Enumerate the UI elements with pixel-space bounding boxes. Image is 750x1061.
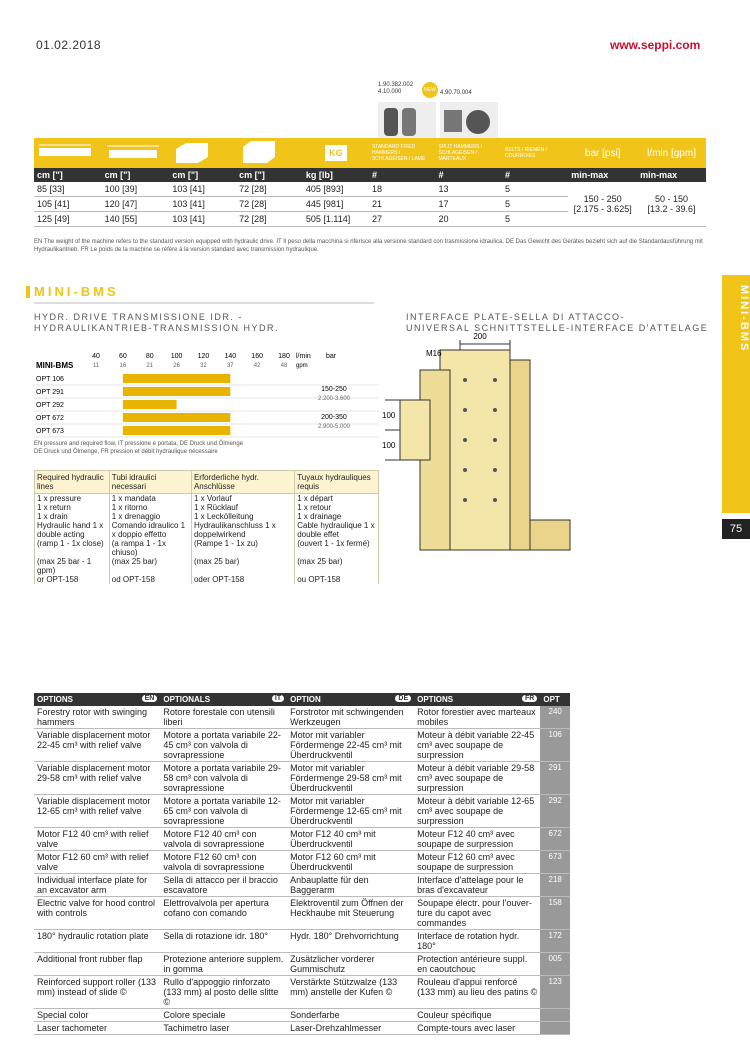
option-row xyxy=(34,851,570,874)
unit-cell: cm ["] xyxy=(34,168,102,182)
interface-subtitle xyxy=(406,312,708,334)
option-cell: Rouleau d'appui renforcé (133 mm) au lieu des patins © xyxy=(414,976,540,1009)
hyd-cell: 1 x drenaggio xyxy=(109,512,191,521)
option-row xyxy=(34,762,570,795)
tick-label-lmin: 80 xyxy=(145,353,154,360)
cell: 72 [28] xyxy=(236,212,303,227)
cell: 103 [41] xyxy=(169,212,236,227)
bar-range-2: 200-350 xyxy=(321,414,347,421)
col-header: Tubi idraulici necessari xyxy=(109,471,191,494)
option-row xyxy=(34,897,570,930)
hyd-row xyxy=(35,512,379,521)
tick-label-lmin: 60 xyxy=(118,353,127,360)
option-cell: Motore a portata variabile 22-45 cm³ con valvola di sovrapressione xyxy=(160,729,287,762)
hyd-cell: Comando idraulico 1 x doppio effetto xyxy=(109,521,191,539)
option-cell: Protezione anteriore supplem. in gomma xyxy=(160,953,287,976)
option-cell: Zusätzlicher vorderer Gummischutz xyxy=(287,953,414,976)
opt-label: OPT 672 xyxy=(36,415,64,422)
cell: 72 [28] xyxy=(236,182,303,197)
option-cell: Moteur F12 60 cm³ avec soupape de surpression xyxy=(414,851,540,874)
tick-label-lmin: 120 xyxy=(197,353,210,360)
document-date: 01.02.2018 xyxy=(36,38,102,52)
option-cell: Motor mit variabler Fördermenge 29-58 cm³ mit Überdruckventil xyxy=(287,762,414,795)
accessory-code: 1.90.382.002 4.10.000 xyxy=(378,82,414,95)
hydraulic-lines-table xyxy=(34,470,379,584)
cell: 20 xyxy=(435,212,502,227)
section-marker xyxy=(26,286,30,298)
option-cell: Variable displacement motor 12-65 cm³ with relief valve xyxy=(34,795,160,828)
option-cell: Motor F12 40 cm³ with relief valve xyxy=(34,828,160,851)
bar-range-1: 150-250 xyxy=(321,386,347,393)
subtitle-line: INTERFACE PLATE-SELLA DI ATTACCO- xyxy=(406,312,626,322)
hyd-cell: (max 25 bar) xyxy=(191,557,294,575)
hyd-row xyxy=(35,503,379,512)
option-cell: Rullo d'appoggio rinforzato (133 mm) al posto delle slitte © xyxy=(160,976,287,1009)
dim-side-2: 100 xyxy=(382,441,396,450)
option-code: 158 xyxy=(540,897,570,930)
tick-label-lmin: 40 xyxy=(92,353,100,360)
opt-label: OPT 673 xyxy=(36,428,64,435)
hyd-cell: 1 x drain xyxy=(35,512,110,521)
hyd-cell: (max 25 bar) xyxy=(109,557,191,575)
accessory-1 xyxy=(378,82,438,140)
option-code: 005 xyxy=(540,953,570,976)
option-cell: Laser tachometer xyxy=(34,1022,160,1035)
cell: 103 [41] xyxy=(169,182,236,197)
dim-top: 200 xyxy=(473,332,487,341)
option-cell: Moteur F12 40 cm³ avec soupape de surpression xyxy=(414,828,540,851)
option-cell: Variable displacement motor 22-45 cm³ with relief valve xyxy=(34,729,160,762)
accessory-code: 4.90.70.004 xyxy=(440,90,472,96)
belts-header: BELTS / RIEMEN / COURROIES xyxy=(502,138,568,168)
option-cell: Special color xyxy=(34,1009,160,1022)
hyd-cell: 1 x départ xyxy=(295,494,379,504)
col-header-opt: OPT xyxy=(540,693,570,706)
cell: 140 [55] xyxy=(102,212,170,227)
cell: 103 [41] xyxy=(169,197,236,212)
opt-label: OPT 291 xyxy=(36,389,64,396)
option-cell: Couleur spécifique xyxy=(414,1009,540,1022)
lang-badge: IT xyxy=(272,695,284,702)
total-width-icon xyxy=(102,138,170,168)
option-cell: Forstrotor mit schwingenden Werkzeugen xyxy=(287,706,414,729)
subtitle-line: HYDR. DRIVE TRANSMISSIONE IDR. - xyxy=(34,312,243,322)
split-hammer-image xyxy=(440,102,498,140)
dim-side-1: 100 xyxy=(382,411,396,420)
option-code xyxy=(540,1022,570,1035)
subtitle-line: HYDRAULIKANTRIEB-TRANSMISSION HYDR. xyxy=(34,323,280,333)
cell: 5 xyxy=(502,212,568,227)
hyd-cell: ou OPT-158 xyxy=(295,575,379,584)
pressure-header: bar [psi] xyxy=(568,138,637,168)
option-cell: Additional front rubber flap xyxy=(34,953,160,976)
psi-range-2: 2.900-5.000 xyxy=(317,424,351,430)
option-row xyxy=(34,874,570,897)
unit-cell: # xyxy=(502,168,568,182)
col-header: Erforderliche hydr. Anschlüsse xyxy=(191,471,294,494)
cell: 405 [893] xyxy=(303,182,369,197)
option-cell: Sonderfarbe xyxy=(287,1009,414,1022)
option-cell: Sella di rotazione idr. 180° xyxy=(160,930,287,953)
option-code: 218 xyxy=(540,874,570,897)
hyd-cell: oder OPT-158 xyxy=(191,575,294,584)
cell: 120 [47] xyxy=(102,197,170,212)
option-row xyxy=(34,930,570,953)
option-code xyxy=(540,1009,570,1022)
flow-bar xyxy=(123,413,230,422)
hyd-cell: 1 x pressure xyxy=(35,494,110,504)
option-cell: Tachimetro laser xyxy=(160,1022,287,1035)
hyd-row xyxy=(35,494,379,504)
hyd-row xyxy=(35,557,379,575)
hyd-cell: Hydraulikanschluss 1 x doppelwirkend xyxy=(191,521,294,539)
drive-notes xyxy=(34,440,379,456)
flow-bar xyxy=(123,374,230,383)
cell: 18 xyxy=(369,182,436,197)
hyd-cell: 1 x ritorno xyxy=(109,503,191,512)
option-cell: Interface d'attelage pour le bras d'excavateur xyxy=(414,874,540,897)
lang-badge: FR xyxy=(522,695,537,702)
option-code: 673 xyxy=(540,851,570,874)
option-code: 292 xyxy=(540,795,570,828)
working-width-icon xyxy=(34,138,102,168)
weight-icon: KG xyxy=(303,138,369,168)
option-code: 106 xyxy=(540,729,570,762)
unit-cell: # xyxy=(435,168,502,182)
website-link[interactable]: www.seppi.com xyxy=(610,38,701,52)
cell: 100 [39] xyxy=(102,182,170,197)
col-header-de: OPTION DE xyxy=(287,693,414,706)
pressure-range: 150 - 250 [2.175 - 3.625] xyxy=(568,182,637,227)
hyd-cell: 1 x mandata xyxy=(109,494,191,504)
option-row xyxy=(34,729,570,762)
option-cell: Motore a portata variabile 29-58 cm³ con valvola di sovrapressione xyxy=(160,762,287,795)
height-icon xyxy=(236,138,303,168)
col-header: Required hydraulic lines xyxy=(35,471,110,494)
option-cell: Motor F12 60 cm³ mit Überdruckventil xyxy=(287,851,414,874)
section-side-label: MINI-BMS xyxy=(738,285,750,353)
option-cell: Protection antérieure suppl. en caoutchouc xyxy=(414,953,540,976)
tick-label-gpm: 48 xyxy=(280,363,288,369)
spec-table xyxy=(34,138,706,227)
split-hammers-header: SPLIT HAMMERS / SCHLAGEISEN / MARTEAUX xyxy=(435,138,502,168)
hyd-cell: (max 25 bar - 1 gpm) xyxy=(35,557,110,575)
spec-units-row xyxy=(34,168,706,182)
option-code: 672 xyxy=(540,828,570,851)
option-row xyxy=(34,828,570,851)
tick-label-gpm: 37 xyxy=(226,363,234,369)
option-cell: Motor mit variabler Fördermenge 12-65 cm³ mit Überdruckventil xyxy=(287,795,414,828)
depth-icon xyxy=(169,138,236,168)
lang-badge: EN xyxy=(142,695,158,702)
subtitle-line: UNIVERSAL SCHNITTSTELLE-INTERFACE D'ATTELAGE xyxy=(406,323,709,333)
unit-cell: cm ["] xyxy=(169,168,236,182)
hyd-cell: (Rampe 1 - 1x zu) xyxy=(191,539,294,557)
option-cell: Elektroventil zum Öffnen der Heckhaube mit Steuerung xyxy=(287,897,414,930)
option-code: 291 xyxy=(540,762,570,795)
option-cell: Elettrovalvola per apertura cofano con comando xyxy=(160,897,287,930)
spec-header-row xyxy=(34,138,706,168)
hyd-cell: (max 25 bar) xyxy=(295,557,379,575)
option-cell: Laser-Drehzahlmesser xyxy=(287,1022,414,1035)
option-row xyxy=(34,953,570,976)
fixed-hammer-image xyxy=(378,102,436,140)
flow-bar xyxy=(123,387,230,396)
opt-label: OPT 106 xyxy=(36,376,64,383)
section-title: MINI-BMS xyxy=(34,284,119,299)
unit-cell: min-max xyxy=(637,168,706,182)
drive-chart xyxy=(34,350,379,445)
option-code: 172 xyxy=(540,930,570,953)
cell: 13 xyxy=(435,182,502,197)
hyd-cell: 1 x return xyxy=(35,503,110,512)
option-cell: Motore F12 60 cm³ con valvola di sovrapressione xyxy=(160,851,287,874)
option-cell: Electric valve for hood control with controls xyxy=(34,897,160,930)
cell: 125 [49] xyxy=(34,212,102,227)
cell: 5 xyxy=(502,182,568,197)
option-cell: Hydr. 180° Drehvorrichtung xyxy=(287,930,414,953)
unit-cell: kg [lb] xyxy=(303,168,369,182)
cell: 72 [28] xyxy=(236,197,303,212)
col-header: Tuyaux hydrauliques requis xyxy=(295,471,379,494)
option-cell: Moteur à débit variable 22-45 cm³ avec soupape de surpression xyxy=(414,729,540,762)
spec-row xyxy=(34,182,706,197)
unit-lmin: l/min xyxy=(296,353,311,360)
hyd-cell: or OPT-158 xyxy=(35,575,110,584)
option-cell: Colore speciale xyxy=(160,1009,287,1022)
note-line: DE Druck und Ölmenge, FR pression et débit hydraulique nécessaire xyxy=(34,449,218,455)
hyd-cell: 1 x drainage xyxy=(295,512,379,521)
option-row xyxy=(34,1009,570,1022)
options-header-row xyxy=(34,693,570,706)
tick-label-gpm: 42 xyxy=(253,363,261,369)
hyd-cell: 1 x Rücklauf xyxy=(191,503,294,512)
cell: 505 [1.114] xyxy=(303,212,369,227)
unit-cell: min-max xyxy=(568,168,637,182)
drive-subtitle xyxy=(34,312,279,334)
hyd-cell: (a rampa 1 - 1x chiuso) xyxy=(109,539,191,557)
cell: 5 xyxy=(502,197,568,212)
cell: 21 xyxy=(369,197,436,212)
option-cell: Interface de rotation hydr. 180° xyxy=(414,930,540,953)
unit-bar: bar xyxy=(326,353,337,360)
hyd-cell: Cable hydraulique 1 x double effet xyxy=(295,521,379,539)
hyd-row xyxy=(35,521,379,539)
tick-label-gpm: 32 xyxy=(200,363,207,369)
option-cell: Verstärkte Stützwalze (133 mm) anstelle der Kufen © xyxy=(287,976,414,1009)
option-row xyxy=(34,795,570,828)
drive-title: MINI-BMS xyxy=(36,361,74,370)
tick-label-lmin: 100 xyxy=(170,353,183,360)
unit-gpm: gpm xyxy=(296,363,308,369)
unit-cell: cm ["] xyxy=(102,168,170,182)
tick-label-gpm: 16 xyxy=(119,363,127,369)
option-cell: Individual interface plate for an excavator arm xyxy=(34,874,160,897)
option-cell: Motor mit variabler Fördermenge 22-45 cm³ mit Überdruckventil xyxy=(287,729,414,762)
section-divider xyxy=(34,302,374,304)
option-row xyxy=(34,976,570,1009)
option-cell: Compte-tours avec laser xyxy=(414,1022,540,1035)
option-cell: Motor F12 40 cm³ mit Überdruckventil xyxy=(287,828,414,851)
flow-bar xyxy=(123,426,230,435)
cell: 17 xyxy=(435,197,502,212)
option-cell: Motore F12 40 cm³ con valvola di sovrapressione xyxy=(160,828,287,851)
drive-chart-svg xyxy=(34,350,379,440)
note-line: EN pressure and required flow, IT pressione e portata, DE Druck und Ölmenge xyxy=(34,441,243,447)
page-number: 75 xyxy=(722,519,750,539)
new-badge: NEW xyxy=(422,82,438,98)
option-cell: Forestry rotor with swinging hammers xyxy=(34,706,160,729)
hyd-cell: 1 x retour xyxy=(295,503,379,512)
option-cell: Motore a portata variabile 12-65 cm³ con valvola di sovrapressione xyxy=(160,795,287,828)
unit-cell: cm ["] xyxy=(236,168,303,182)
option-code: 123 xyxy=(540,976,570,1009)
option-row xyxy=(34,706,570,729)
hyd-cell: 1 x Leckölleitung xyxy=(191,512,294,521)
hyd-cell: (ramp 1 - 1x close) xyxy=(35,539,110,557)
cell: 105 [41] xyxy=(34,197,102,212)
flow-bar xyxy=(123,400,177,409)
flow-range: 50 - 150 [13.2 - 39.6] xyxy=(637,182,706,227)
interface-plate-drawing xyxy=(380,332,590,570)
col-header-en: OPTIONS EN xyxy=(34,693,160,706)
psi-range-1: 2.200-3.600 xyxy=(317,396,351,402)
tick-label-lmin: 180 xyxy=(278,353,290,360)
cell: 27 xyxy=(369,212,436,227)
option-code: 240 xyxy=(540,706,570,729)
hyd-row xyxy=(35,539,379,557)
hyd-cell: 1 x Vorlauf xyxy=(191,494,294,504)
option-cell: Moteur à débit variable 12-65 cm³ avec soupape de surpression xyxy=(414,795,540,828)
fixed-hammers-header: STANDARD FIXED HAMMERS / SCHLAGEISEN / LAME xyxy=(369,138,436,168)
option-cell: Anbauplatte für den Baggerarm xyxy=(287,874,414,897)
option-cell: Sella di attacco per il braccio escavatore xyxy=(160,874,287,897)
spec-notes: EN The weight of the machine refers to the standard version equipped with hydraulic drive. IT Il peso della macchina si riferisce alla versione standard con trasmissione idraulica. DE Das Gewicht des Gerätes bezieht sich auf die Standardausführung mit Hydraulikantrieb. FR Le poids de la machine se réfère à la version standard avec transmission hydraulique. xyxy=(34,239,703,253)
cell: 445 [981] xyxy=(303,197,369,212)
opt-label: OPT 292 xyxy=(36,402,64,409)
option-cell: 180° hydraulic rotation plate xyxy=(34,930,160,953)
option-cell: Reinforced support roller (133 mm) instead of slide © xyxy=(34,976,160,1009)
lang-badge: DE xyxy=(395,695,411,702)
option-cell: Soupape électr. pour l'ouver-ture du capot avec commandes xyxy=(414,897,540,930)
option-cell: Moteur à débit variable 29-58 cm³ avec soupape de surpression xyxy=(414,762,540,795)
unit-cell: # xyxy=(369,168,436,182)
tick-label-lmin: 140 xyxy=(224,353,237,360)
tick-label-gpm: 21 xyxy=(146,363,154,369)
accessory-2 xyxy=(440,90,500,140)
tick-label-gpm: 11 xyxy=(92,363,100,369)
col-header-it: OPTIONALS IT xyxy=(160,693,287,706)
hyd-cell: Hydraulic hand 1 x double acting xyxy=(35,521,110,539)
tick-label-gpm: 26 xyxy=(173,363,180,369)
option-row xyxy=(34,1022,570,1035)
option-cell: Motor F12 60 cm³ with relief valve xyxy=(34,851,160,874)
option-cell: Variable displacement motor 29-58 cm³ with relief valve xyxy=(34,762,160,795)
col-header-fr: OPTIONS FR xyxy=(414,693,540,706)
dim-thread: M16 xyxy=(426,349,442,358)
hyd-row xyxy=(35,575,379,584)
options-table xyxy=(34,693,570,1035)
option-cell: Rotore forestale con utensili liberi xyxy=(160,706,287,729)
cell: 85 [33] xyxy=(34,182,102,197)
hyd-cell: (ouvert 1 - 1x fermé) xyxy=(295,539,379,557)
tick-label-lmin: 160 xyxy=(251,353,263,360)
option-cell: Rotor forestier avec marteaux mobiles xyxy=(414,706,540,729)
flow-header: l/min [gpm] xyxy=(637,138,706,168)
hyd-cell: od OPT-158 xyxy=(109,575,191,584)
